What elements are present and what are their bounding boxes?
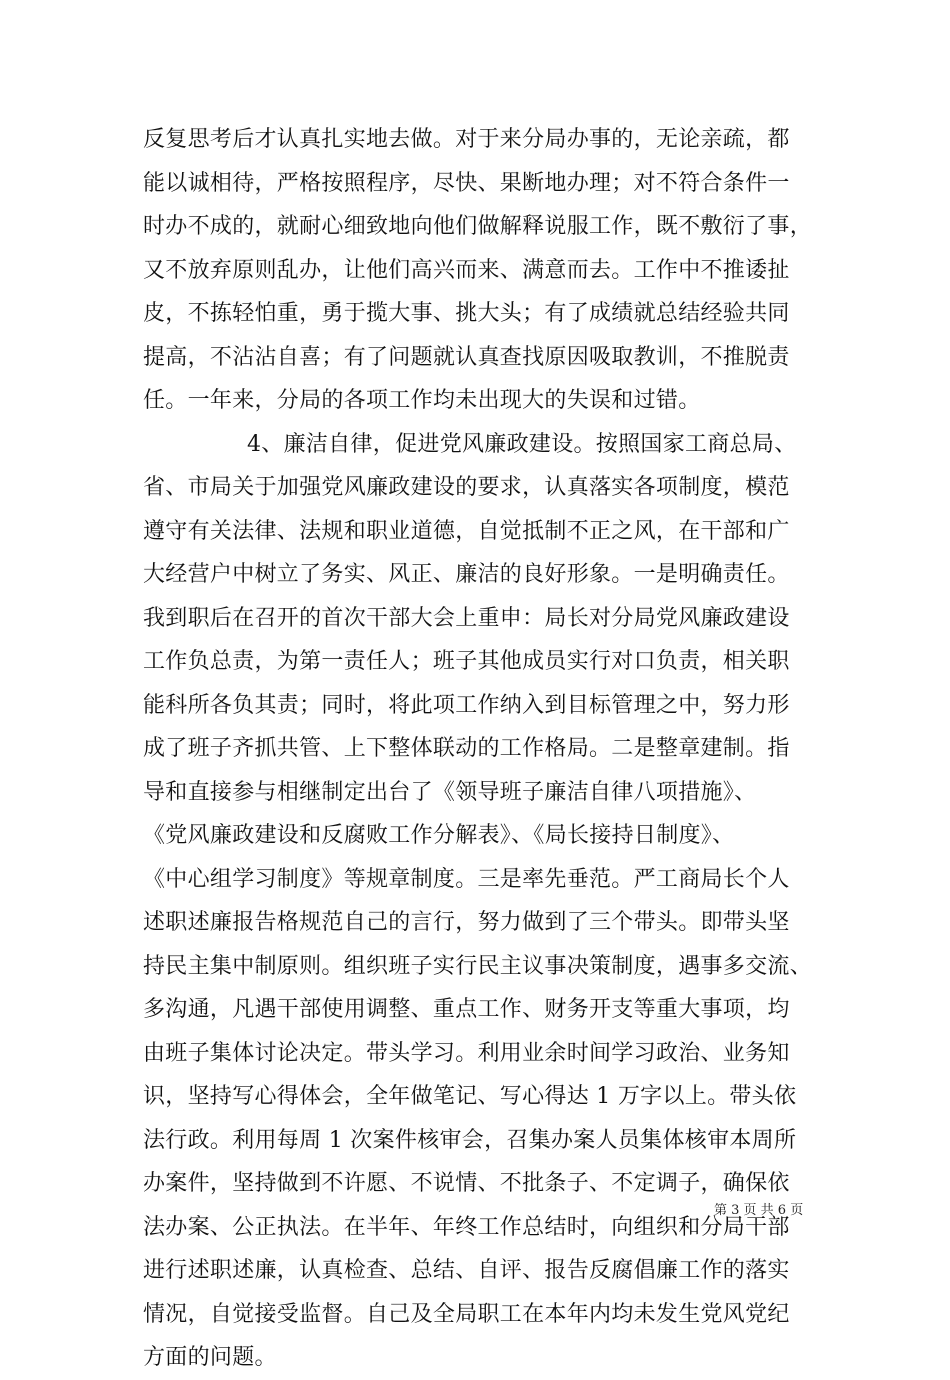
- text-line: 我到职后在召开的首次干部大会上重申：局长对分局党风廉政建设: [143, 605, 790, 631]
- text-line: 由班子集体讨论决定。带头学习。利用业余时间学习政治、业务知: [143, 1040, 790, 1066]
- text-line: 省、市局关于加强党风廉政建设的要求，认真落实各项制度，模范: [143, 475, 790, 500]
- text-line: 能以诚相待，严格按照程序，尽快、果断地办理；对不符合条件一: [143, 170, 790, 196]
- text-line: 持民主集中制原则。组织班子实行民主议事决策制度，遇事多交流、: [143, 953, 813, 979]
- text-line: 情况，自觉接受监督。自己及全局职工在本年内均未发生党风党纪: [143, 1301, 790, 1327]
- paragraph-start-line: 4、廉洁自律，促进党风廉政建设。按照国家工商总局、: [247, 431, 797, 457]
- text-line: 反复思考后才认真扎实地去做。对于来分局办事的，无论亲疏，都: [143, 127, 790, 152]
- text-line: 时办不成的，就耐心细致地向他们做解释说服工作，既不敷衍了事，: [143, 214, 813, 239]
- text-line: 法行政。利用每周 1 次案件核审会，召集办案人员集体核审本周所: [143, 1127, 797, 1153]
- text-line: 识，坚持写心得体会，全年做笔记、写心得达 1 万字以上。带头依: [143, 1084, 797, 1109]
- text-line: 办案件，坚持做到不许愿、不说情、不批条子、不定调子，确保依: [143, 1171, 790, 1196]
- text-line: 成了班子齐抓共管、上下整体联动的工作格局。二是整章建制。指: [143, 736, 790, 761]
- text-line: 大经营户中树立了务实、风正、廉洁的良好形象。一是明确责任。: [143, 562, 790, 587]
- text-line: 《中心组学习制度》等规章制度。三是率先垂范。严工商局长个人: [143, 866, 790, 892]
- text-line: 述职述廉报告格规范自己的言行，努力做到了三个带头。即带头坚: [143, 910, 790, 935]
- text-line: 多沟通，凡遇干部使用调整、重点工作、财务开支等重大事项，均: [143, 997, 790, 1022]
- text-line: 又不放弃原则乱办，让他们高兴而来、满意而去。工作中不推诿扯: [143, 257, 790, 283]
- text-line: 遵守有关法律、法规和职业道德，自觉抵制不正之风，在干部和广: [143, 518, 790, 544]
- text-line: 法办案、公正执法。在半年、年终工作总结时，向组织和分局干部: [143, 1214, 790, 1240]
- body-text: [143, 118, 813, 1380]
- text-line: 方面的问题。: [143, 1345, 277, 1370]
- text-line: 皮，不拣轻怕重，勇于揽大事、挑大头；有了成绩就总结经验共同: [143, 301, 790, 326]
- text-line: 任。一年来，分局的各项工作均未出现大的失误和过错。: [143, 388, 701, 413]
- text-line: 能科所各负其责；同时，将此项工作纳入到目标管理之中，努力形: [143, 692, 790, 718]
- text-line: 进行述职述廉，认真检查、总结、自评、报告反腐倡廉工作的落实: [143, 1258, 790, 1283]
- text-line: 工作负总责，为第一责任人；班子其他成员实行对口负责，相关职: [143, 649, 790, 674]
- text-line: 提高，不沾沾自喜；有了问题就认真查找原因吸取教训，不推脱责: [143, 344, 790, 370]
- page-number-footer: 第 3 页 共 6 页: [714, 1203, 804, 1218]
- text-line: 《党风廉政建设和反腐败工作分解表》、《局长接持日制度》、: [143, 823, 735, 848]
- text-line: 导和直接参与相继制定出台了《领导班子廉洁自律八项措施》、: [143, 779, 757, 805]
